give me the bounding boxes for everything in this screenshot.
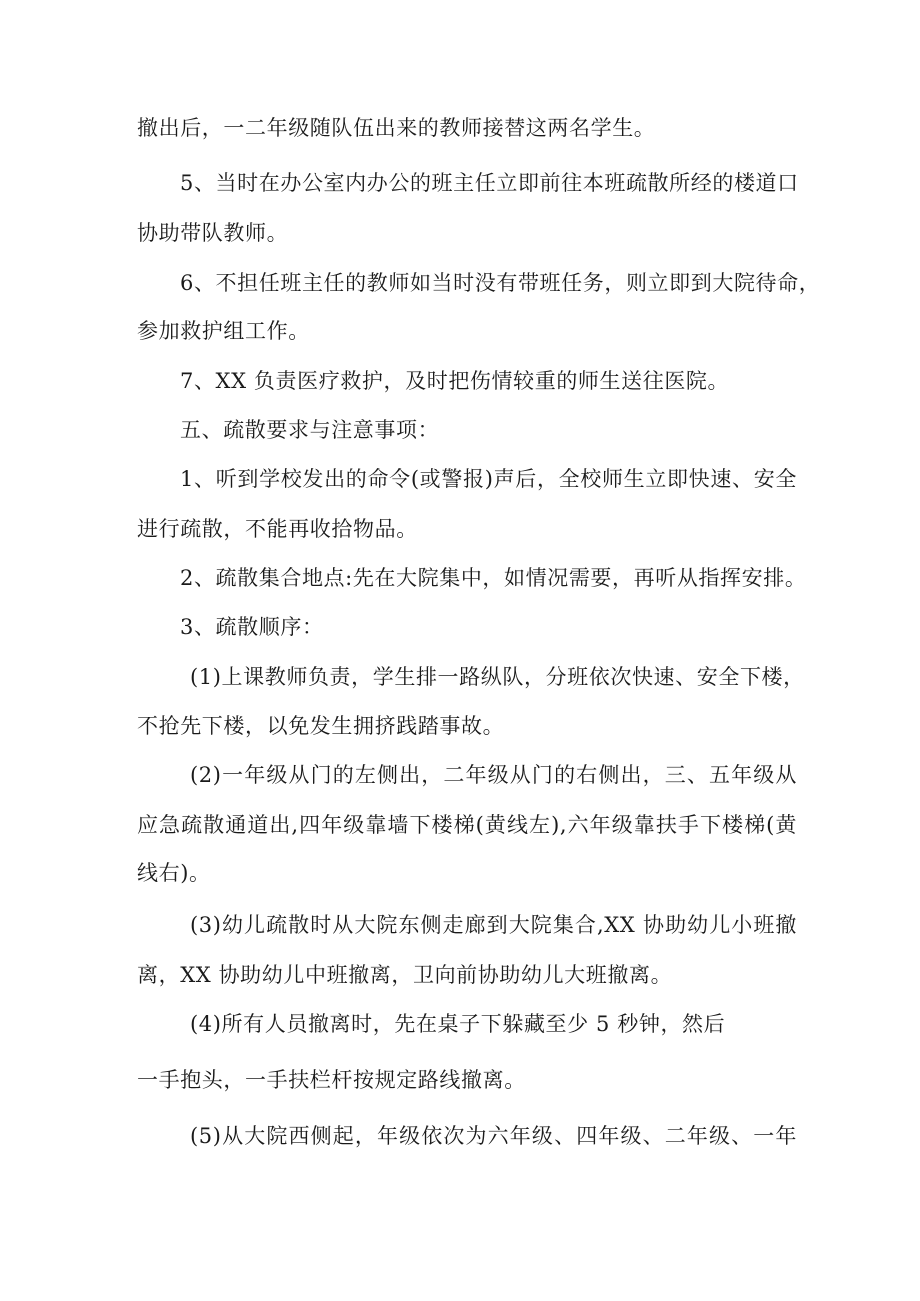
text-line: 进行疏散，不能再收拾物品。 [137,517,418,541]
text-line: 撤出后，一二年级随队伍出来的教师接替这两名学生。 [137,116,656,140]
text-line: 6、不担任班主任的教师如当时没有带班任务，则立即到大院待命， [180,271,821,295]
text-line: (2)一年级从门的左侧出，二年级从门的右侧出，三、五年级从 [190,763,797,787]
text-line: 不抢先下楼，以免发生拥挤践踏事故。 [137,714,505,738]
text-line: 2、疏散集合地点:先在大院集中，如情况需要，再听从指挥安排。 [180,566,807,590]
text-line: 3、疏散顺序： [180,615,324,639]
text-line: 应急疏散通道出,四年级靠墙下楼梯(黄线左),六年级靠扶手下楼梯(黄 [137,813,797,837]
text-line: 5、当时在办公室内办公的班主任立即前往本班疏散所经的楼道口 [180,171,799,195]
text-line: (1)上课教师负责，学生排一路纵队，分班依次快速、安全下楼， [190,665,805,689]
text-line: 线右)。 [137,861,211,885]
text-line: (4)所有人员撤离时，先在桌子下躲藏至少 5 秒钟，然后 [190,1012,726,1036]
text-line: 7、XX 负责医疗救护，及时把伤情较重的师生送往医院。 [180,369,730,393]
text-line: 离，XX 协助幼儿中班撤离，卫向前协助幼儿大班撤离。 [137,963,673,987]
text-line: (5)从大院西侧起，年级依次为六年级、四年级、二年级、一年 [190,1124,797,1148]
text-line: 一手抱头，一手扶栏杆按规定路线撤离。 [137,1068,526,1092]
text-line: 1、听到学校发出的命令(或警报)声后，全校师生立即快速、安全 [180,467,797,491]
section-heading: 五、疏散要求与注意事项： [180,418,440,442]
text-line: 参加救护组工作。 [137,319,310,343]
text-line: (3)幼儿疏散时从大院东侧走廊到大院集合,XX 协助幼儿小班撤 [190,913,797,937]
text-line: 协助带队教师。 [137,221,289,245]
